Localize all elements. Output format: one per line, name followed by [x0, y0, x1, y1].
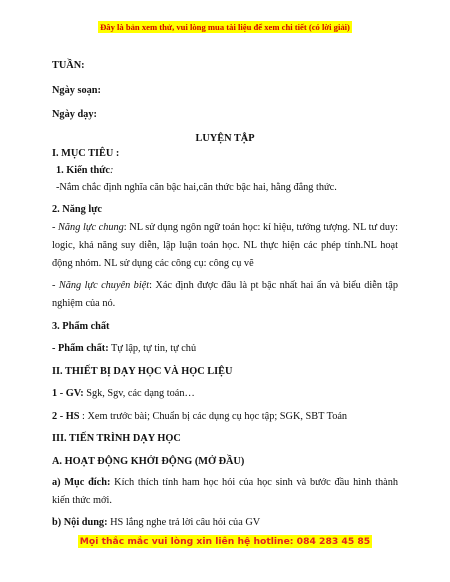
knowledge-label: 1. Kiến thức	[56, 165, 110, 176]
section-process-heading: III. TIẾN TRÌNH DẠY HỌC	[52, 433, 181, 444]
knowledge-text: -Nắm chắc định nghĩa căn bậc hai,căn thức bậc hai, hằng đẳng thức.	[56, 182, 337, 193]
teacher-text: Sgk, Sgv, các dạng toán…	[83, 388, 195, 399]
content-line	[52, 516, 398, 529]
lesson-title: LUYỆN TẬP	[195, 133, 255, 144]
general-competence-paragraph	[52, 219, 398, 273]
content-label: b) Nội dung:	[52, 517, 108, 528]
activity-a-heading: A. HOẠT ĐỘNG KHỞI ĐỘNG (MỞ ĐẦU)	[52, 456, 245, 467]
knowledge-heading	[56, 164, 402, 177]
purpose-label: a) Mục đích:	[52, 477, 111, 488]
competence-heading: 2. Năng lực	[52, 204, 102, 215]
teacher-line	[52, 387, 398, 400]
ngay-soan-label: Ngày soạn:	[52, 85, 101, 96]
purpose-text: Kích thích tính ham học hỏi của học sinh và bước đầu hình thành kiến thức mới.	[52, 477, 398, 506]
teacher-label: 1 - GV:	[52, 388, 84, 399]
hotline-banner-text: Mọi thắc mắc vui lòng xin liên hệ hotline: 084 283 45 85	[79, 536, 371, 547]
specific-competence-paragraph	[52, 277, 398, 313]
general-competence-label: - Năng lực chung	[52, 222, 124, 233]
tuan-label: TUẦN:	[52, 60, 85, 71]
content-text: HS lắng nghe trả lời câu hỏi của GV	[107, 517, 261, 528]
quality-label: - Phẩm chất:	[52, 343, 109, 354]
section-equipment-heading: II. THIẾT BỊ DẠY HỌC VÀ HỌC LIỆU	[52, 366, 233, 377]
quality-line	[52, 342, 398, 355]
quality-heading: 3. Phẩm chất	[52, 321, 110, 332]
section-objectives-heading: I. MỤC TIÊU :	[52, 148, 120, 159]
specific-competence-text: : Xác định được đâu là pt bậc nhất hai ẩn và biểu diễn tập nghiệm của nó.	[52, 280, 398, 309]
student-label: 2 - HS	[52, 411, 80, 422]
general-competence-text: : NL sử dụng ngôn ngữ toán học: kí hiệu, tưởng tượng. NL tư duy: logic, khả năng suy diễn, lập luận toán học. NL thực hiện các phép tính.NL hoạt động nhóm. NL sử dụng các công cụ: công cụ vẽ	[52, 222, 398, 269]
quality-text: Tự lập, tự tin, tự chủ	[108, 343, 197, 354]
specific-competence-label: - Năng lực chuyên biệt	[52, 280, 150, 291]
student-line	[52, 410, 398, 423]
ngay-day-label: Ngày dạy:	[52, 109, 97, 120]
preview-banner-text: Đây là bản xem thử, vui lòng mua tài liệu để xem chi tiết (có lời giải)	[100, 22, 350, 32]
student-text: : Xem trước bài; Chuẩn bị các dụng cụ học tập; SGK, SBT Toán	[79, 411, 348, 422]
purpose-paragraph	[52, 474, 398, 510]
preview-banner	[0, 22, 450, 32]
knowledge-colon: :	[109, 165, 114, 176]
hotline-banner	[0, 536, 450, 547]
